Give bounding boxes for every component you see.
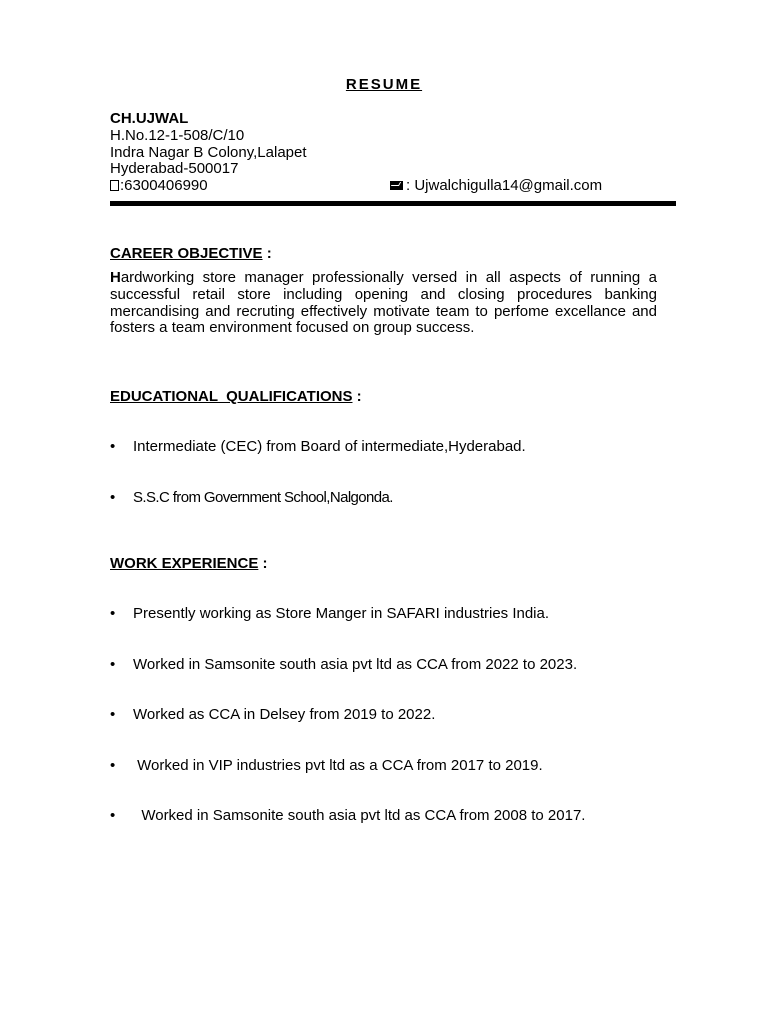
work-item: Worked in Samsonite south asia pvt ltd as CCA from 2022 to 2023. (133, 656, 578, 673)
bullet-icon: • (110, 605, 116, 622)
phone-email-row (110, 178, 676, 195)
email-address-wrap (390, 178, 602, 195)
education-heading-suffix: : (352, 388, 362, 405)
work-experience-heading-suffix: : (258, 555, 268, 572)
bullet-icon: • (110, 656, 116, 673)
work-experience-heading-text: WORK EXPERIENCE (110, 555, 259, 572)
envelope-icon (390, 181, 403, 190)
career-objective-heading-text: CAREER OBJECTIVE (110, 245, 263, 262)
career-objective-heading (110, 245, 272, 262)
work-item: Presently working as Store Manger in SAFARI industries India. (133, 605, 550, 622)
phone-icon (110, 180, 119, 191)
career-objective-text (110, 270, 657, 337)
education-item: Intermediate (CEC) from Board of intermediate,Hyderabad. (133, 438, 526, 455)
bullet-icon: • (110, 807, 116, 824)
work-item: Worked in VIP industries pvt ltd as a CCA from 2017 to 2019. (133, 757, 543, 774)
bullet-icon: • (110, 757, 116, 774)
work-item: Worked in Samsonite south asia pvt ltd as CCA from 2008 to 2017. (133, 807, 586, 824)
bullet-icon: • (110, 706, 116, 723)
header-divider (110, 201, 676, 206)
career-objective-first-letter: H (110, 269, 121, 286)
contact-block (110, 111, 676, 195)
work-item: Worked as CCA in Delsey from 2019 to 2022. (133, 706, 436, 723)
candidate-name: CH.UJWAL (110, 110, 189, 127)
address-line-3: Hyderabad-500017 (110, 160, 239, 178)
career-objective-heading-suffix: : (262, 245, 272, 262)
education-item: S.S.C from Government School,Nalgonda. (133, 489, 393, 506)
bullet-icon: • (110, 489, 116, 506)
address-line-1: H.No.12-1-508/C/10 (110, 126, 245, 144)
email-address: : Ujwalchigulla14@gmail.com (406, 177, 603, 195)
resume-title: RESUME (345, 76, 423, 93)
phone-number: :6300406990 (120, 177, 208, 195)
career-objective-body: ardworking store manager professionally versed in all aspects of running a successful retail store including opening and closing procedures banking mercandising and recruting effectively motivate team to perfome excellance and fosters a team environment focused on group success. (110, 269, 657, 337)
address-line-2: Indra Nagar B Colony,Lalapet (110, 143, 307, 161)
work-experience-heading (110, 555, 268, 572)
bullet-icon: • (110, 438, 116, 455)
education-heading (110, 388, 362, 405)
education-heading-text: EDUCATIONAL QUALIFICATIONS (110, 388, 353, 405)
